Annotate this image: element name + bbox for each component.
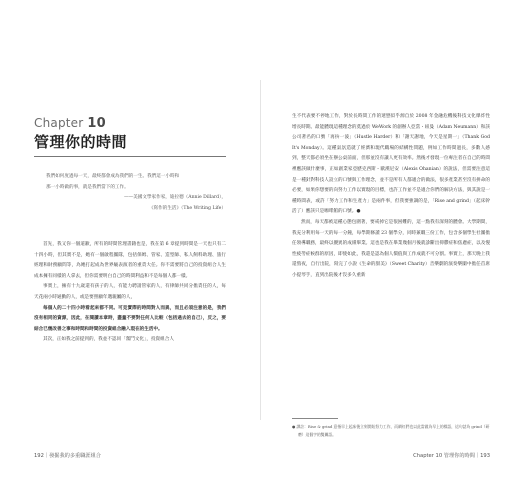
right-page bbox=[262, 0, 520, 500]
book-gutter bbox=[260, 80, 261, 420]
epigraph-line: 那一小時做的事，就是我們當下的工作。 bbox=[46, 184, 129, 190]
body-text bbox=[34, 240, 226, 346]
epigraph bbox=[46, 172, 226, 214]
footnote bbox=[292, 423, 490, 438]
chapter-label-prefix: Chapter bbox=[34, 116, 84, 130]
paragraph: 其次，正如我之前提到的，我並不認同「奮鬥文化」，投資組合人 bbox=[43, 337, 174, 343]
page-folio: 192｜發掘我的多重職涯組合 bbox=[34, 453, 101, 459]
paragraph: 生不代表要不停地工作，對於長時間工作的迷戀似乎源自於 2008 年金融危機後科技文化爆炸性增長時期。最能體現這種理念的莫過於 WeWork 的創辦人亞當・紐曼（Adam Neumann）和該公司著名的口號「再拚一波」（Hustle Harder）和「謝天謝地，今天是星期一」（Thank God It's Monday）。這種氣氛造就了經濟和現代職場的結構性問題，例如工作時間過長，多數人感到，整天都必須坐在辦公桌前面，但那並沒有讓人更有效率。然後才發現一位專注者在自己的時間裡應該做什麼事，正如創業家亞歷克西斯・歐漢尼安（Alexis Ohanian）的說法，但需要注意這是一種針對科技人設立的口號與工作理念，並不是所有人都適合的做法，很多產業甚至沒有拼命的必要，如果你想要的向努力工作以實現的目標，也許工作並不是適合你們的解決方法，與其說是一種時間表，或許「努力工作和生產力」是兩件事，但我要強調的是，「Rise and grind」（起床幹活了）應該只是咖啡館的口號。● bbox=[292, 114, 490, 215]
epigraph-line: 我們如何度過每一天，最終都會成為我們的一生。我們這一小時和 bbox=[46, 174, 180, 179]
paragraph: 然而，每天都被這種心態包圍著，要戒掉它是很困難的，這一點我有深刻的體會。大學期間，我充分利用每一天的每一分鐘，每學期修讀 23 個學分，同時兼職三份工作，包含多個學生社團擔任領導職務，最終以優異的成績畢業。這也是我在畢業幾個月後就診斷出抑鬱症和焦慮症，以及慢性疲勞症候群的原因，即使如此，我還是認為個人價值與工作成就不可分割。事實上，那天晚上我還熬夜，自行出院，寫完了小說《生命的甜美》（Sweet Charity）音樂劇的演奏樂團中擔任首席小提琴手，直到出院後才沒多久重新 bbox=[292, 219, 490, 278]
epigraph-book: 《寫作的生活》（The Writing Life） bbox=[148, 205, 226, 211]
footnote-rule bbox=[292, 418, 338, 419]
chapter-label bbox=[34, 116, 106, 131]
paragraph: 事實上，擁有十九歲還有孩子的人，有能力聘請管家的人，有律師共同分擔責任的人，每天花兩小時通勤的人，或是要照顧年邁親屬的人， bbox=[34, 284, 226, 300]
title-rule bbox=[34, 156, 226, 157]
chapter-number: 10 bbox=[87, 116, 106, 131]
body-text bbox=[292, 112, 490, 282]
epigraph-source: ——美國文學家作家，迪拉德（Annie Dillard）， bbox=[123, 195, 226, 201]
footnote-text: 譯註：Rise & grind 意指早上起床後立刻開始努力工作，而網紅們也以此當做為早上的標語，這句話為 grind（研磨）這個字的雙關語。 bbox=[296, 424, 490, 437]
paragraph: 首先，我又你一個道歉，所有的時間管理書籍也是，我在第 6 章提到時間是一天也只有二十四小時，但其實不是，她有一個啟程團隊，包括保姆、管家、造型師、私人飼料助理、旅行經理和財務顧問等，為她打起成為世界級表演者的重責大任。你不需要將自己的投資組合人生成本擁有同樣的人拿去，但你需要明白自己的時間利益和不是每個人都一樣。 bbox=[34, 242, 226, 279]
emphasized-paragraph: 每個人的二十四小時看起來都不同。可見實際的時間對人而異，而且必須注意的是，我們沒有相同的資源，因此，在閱讀本章時，盡量不要對任何人比較（包括過去的自己），反之，要結合已幾改善之事和時間和時間的投資組合融入現在的生活中。 bbox=[34, 305, 226, 332]
page-folio: Chapter 10 管理你的時間｜193 bbox=[413, 453, 490, 459]
chapter-title: 管理你的時間 bbox=[34, 133, 128, 151]
footnote-marker: ● bbox=[292, 424, 296, 429]
